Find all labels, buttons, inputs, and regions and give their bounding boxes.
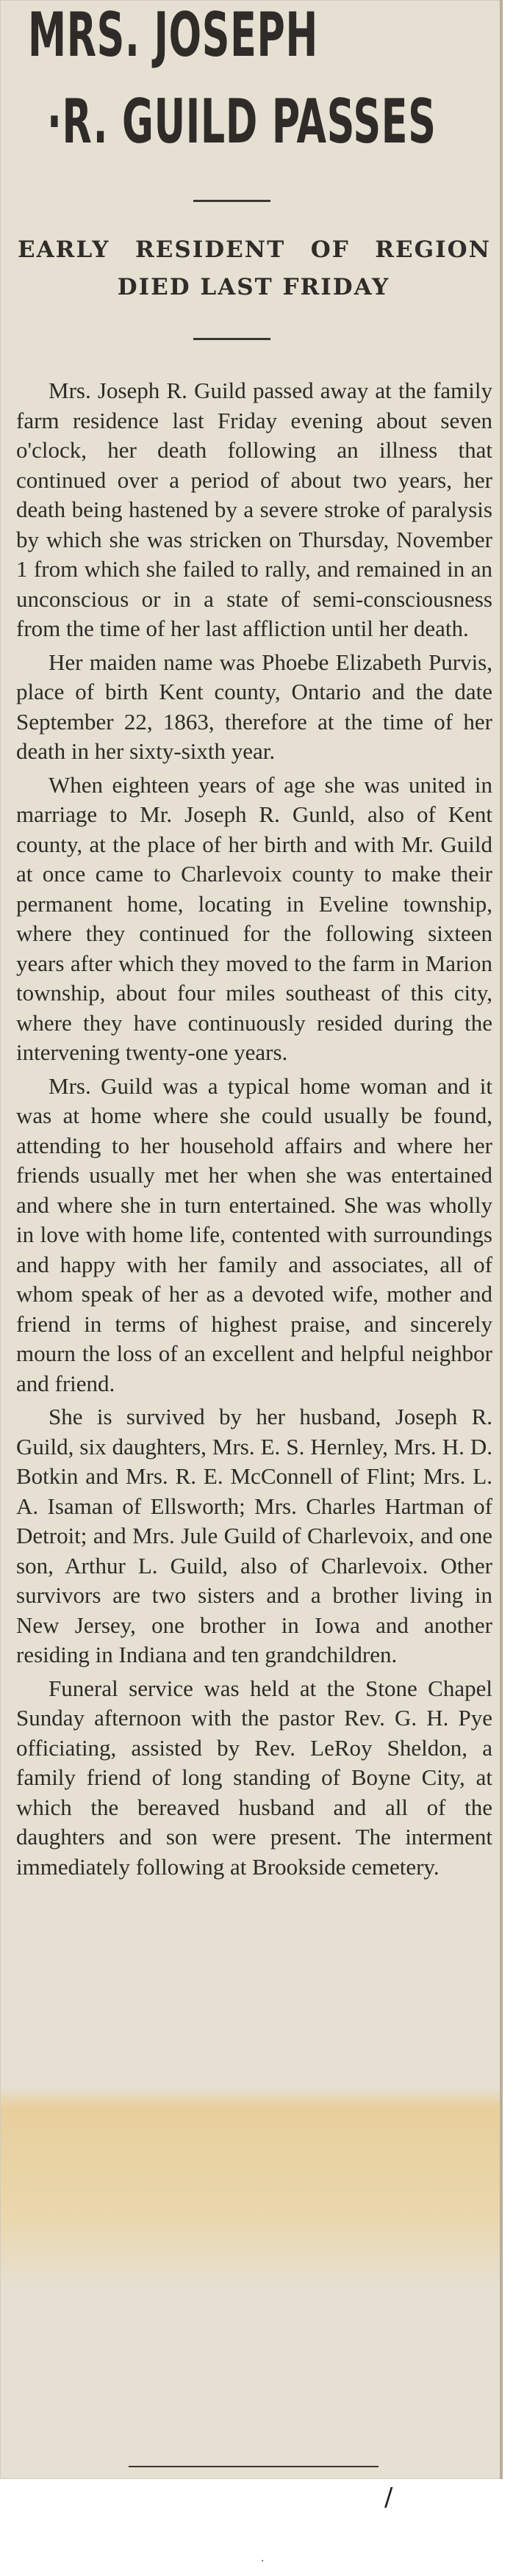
headline-line-2: ·R. GUILD PASSES <box>47 86 437 157</box>
article-body <box>16 376 492 1882</box>
column-rule <box>500 0 503 2479</box>
paragraph-death-notice: Mrs. Joseph R. Guild passed away at the family farm residence last Friday evening about seven o'clock, her death following an illness that continued over a period of about two years, her death being hastened by a severe stroke of paralysis by which she was stricken on Thursday, November 1 from which she failed to rally, and remained in an unconscious or in a state of semi-consciousness from the time of her last affliction until her death. <box>16 378 492 641</box>
subhead-line-2: DIED LAST FRIDAY <box>117 274 390 300</box>
paragraph-funeral: Funeral service was held at the Stone Chapel Sunday afternoon with the pastor Rev. G. H. Pye officiating, assisted by Rev. LeRoy Sheldon, a family friend of long standing of Boyne City, at which the bereaved husband and all of the daughters and son were present. The interment immediately following at Brookside cemetery. <box>16 1675 492 1880</box>
paragraph-birth: Her maiden name was Phoebe Elizabeth Purvis, place of birth Kent county, Ontario and the date September 22, 1863, therefore at the time of her death in her sixty-sixth year. <box>16 649 492 764</box>
pencil-tick-mark: / <box>384 2483 393 2512</box>
paragraph-marriage: When eighteen years of age she was united in marriage to Mr. Joseph R. Gunld, also of Kent county, at the place of her birth and with Mr. Guild at once came to Charlevoix county to make their permanent home, locating in Eveline township, where they continued for the following sixteen years after which they moved to the farm in Marion township, about four miles southeast of this city, where they have continuously resided during the intervening twenty-one years. <box>16 771 492 1065</box>
paragraph-survivors: She is survived by her husband, Joseph R. Guild, six daughters, Mrs. E. S. Hernley, Mrs. H. D. Botkin and Mrs. R. E. McConnell of Flint; Mrs. L. A. Isaman of Ellsworth; Mrs. Charles Hartman of Detroit; and Mrs. Jule Guild of Charlevoix, and one son, Arthur L. Guild, also of Charlevoix. Other survivors are two sisters and a brother living in New Jersey, one brother in Iowa and another residing in Indiana and ten grandchildren. <box>16 1404 492 1667</box>
ink-dot-mark: . <box>261 2552 265 2564</box>
end-rule <box>129 2466 379 2467</box>
subhead-divider <box>193 338 270 340</box>
paragraph-character: Mrs. Guild was a typical home woman and it was at home where she could usually be found, attending to her household affairs and where her friends usually met her when she was entertained and where she in turn entertained. She was wholly in love with home life, contented with surroundings and happy with her family and associates, all of whom speak of her as a devoted wife, mother and friend in terms of highest praise, and sincerely mourn the loss of an excellent and helpful neighbor and friend. <box>16 1072 492 1396</box>
headline-line-1: MRS. JOSEPH <box>28 0 318 71</box>
headline-divider <box>193 200 270 202</box>
subhead-line-1: EARLY RESIDENT OF REGION <box>18 237 491 263</box>
